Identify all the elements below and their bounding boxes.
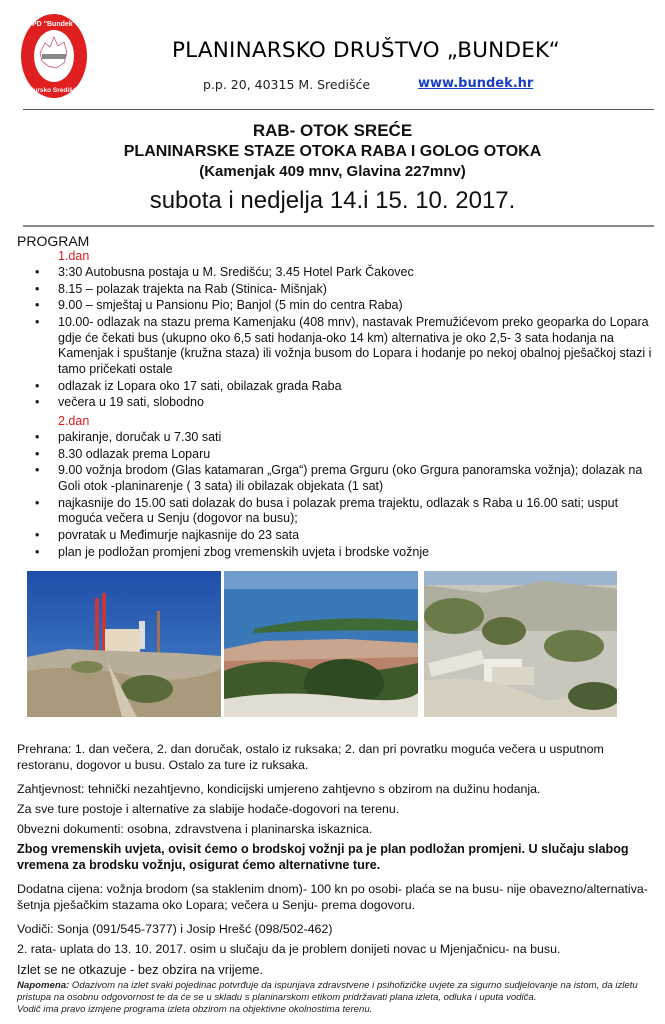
bullet-icon: • <box>35 395 40 410</box>
program-heading: PROGRAM <box>17 233 90 249</box>
day1-list <box>0 265 665 412</box>
item-text: plan je podložan promjeni zbog vremenskih uvjeta i brodske vožnje <box>58 544 430 559</box>
list-item <box>0 379 665 395</box>
info-guides: Vodiči: Sonja (091/545-7377) i Josip Hrešć (098/502-462) <box>17 922 333 936</box>
item-text: 9.00 vožnja brodom (Glas katamaran „Grga“) prema Grguru (oko Grgura panoramska vožnja); dolazak na Goli otok -planinarenje ( 3 sata) ili obilazak objekata (1 sat) <box>58 463 643 493</box>
note-label: Napomena: <box>17 980 70 991</box>
club-logo <box>20 13 88 99</box>
svg-text:PD "Bundek": PD "Bundek" <box>32 21 76 28</box>
event-subtitle: PLANINARSKE STAZE OTOKA RABA I GOLOG OTOKA <box>123 143 542 160</box>
info-weather: Zbog vremenskih uvjeta, ovisit ćemo o brodskoj vožnji pa je plan podložan promjeni. U slučaju slabog vremena za brodsku vožnju, osigurat ćemo alternativne ture. <box>17 842 629 872</box>
bullet-icon: • <box>35 495 40 510</box>
bullet-icon: • <box>35 281 40 296</box>
list-item <box>0 528 665 544</box>
info-cancel: Izlet se ne otkazuje - bez obzira na vrijeme. <box>17 962 264 977</box>
bullet-icon: • <box>35 527 40 542</box>
header-divider <box>23 109 654 110</box>
info-alternatives: Za sve ture postoje i alternative za slabije hodače-dogovori na terenu. <box>17 802 400 816</box>
photo-goli-otok <box>424 571 617 717</box>
organization-title: PLANINARSKO DRUŠTVO „BUNDEK“ <box>172 38 560 63</box>
organization-address: p.p. 20, 40315 M. Središće <box>203 77 371 92</box>
info-food: Prehrana: 1. dan večera, 2. dan doručak, ostalo iz ruksaka; 2. dan pri povratku moguća večera u usputnom restoranu, dogovor u busu. Ostalo za ture iz ruksaka. <box>17 742 604 772</box>
list-item <box>0 496 665 527</box>
item-text: pakiranje, doručak u 7.30 sati <box>58 430 222 444</box>
svg-text:Mursko Središće: Mursko Središće <box>27 87 81 94</box>
bullet-icon: • <box>35 378 40 393</box>
bullet-icon: • <box>35 463 40 478</box>
list-item <box>0 395 665 411</box>
item-text: 3:30 Autobusna postaja u M. Središću; 3.45 Hotel Park Čakovec <box>58 265 414 279</box>
info-difficulty: Zahtjevnost: tehnički nezahtjevno, kondicijski umjereno zahtjevno s obzirom na dužinu hodanja. <box>17 782 541 796</box>
bullet-icon: • <box>35 544 40 559</box>
bullet-icon: • <box>35 430 40 444</box>
info-documents: 0bvezni dokumenti: osobna, zdravstvena i planinarska iskaznica. <box>17 822 373 836</box>
list-item <box>0 265 665 281</box>
bullet-icon: • <box>35 315 40 330</box>
item-text: 8.30 odlazak prema Loparu <box>58 446 211 461</box>
event-date: subota i nedjelja 14.i 15. 10. 2017. <box>149 187 516 214</box>
day1-label: 1.dan <box>58 249 90 263</box>
photo-rab-town <box>224 571 418 717</box>
item-text: 8.15 – polazak trajekta na Rab (Stinica- Mišnjak) <box>58 281 327 296</box>
event-title: RAB- OTOK SREĆE <box>252 121 413 140</box>
info-extra-price: Dodatna cijena: vožnja brodom (sa staklenim dnom)- 100 kn po osobi- plaća se na busu- nije obavezno/alternativa- šetnja pješačkim stazama oko Lopara; večera u Senju- prema dogovoru. <box>17 882 648 912</box>
item-text: večera u 19 sati, slobodno <box>58 395 204 410</box>
day2-label: 2.dan <box>58 414 90 428</box>
list-item <box>0 430 665 446</box>
note-text: Odazivom na izlet svaki pojedinac potvrđuje da ispunjava zdravstvene i psihofizičke uvjete za sigurno sudjelovanje na istom, da izletu pristupa na osobnu odgovornost te da će se u skladu s planinarskom etikom pridržavati plana izleta, odluka i uputa vodiča. <box>17 980 638 1003</box>
list-item <box>0 545 665 561</box>
item-text: odlazak iz Lopara oko 17 sati, obilazak grada Raba <box>58 378 342 393</box>
item-text: 9.00 – smještaj u Pansionu Pio; Banjol (5 min do centra Raba) <box>58 298 403 313</box>
bullet-icon: • <box>35 446 40 461</box>
list-item <box>0 298 665 314</box>
list-item <box>0 282 665 298</box>
item-text: povratak u Međimurje najkasnije do 23 sata <box>58 527 300 542</box>
list-item <box>0 315 665 377</box>
disclaimer-note <box>17 980 657 1015</box>
event-peaks: (Kamenjak 409 mnv, Glavina 227mnv) <box>199 163 466 180</box>
bullet-icon: • <box>35 265 40 279</box>
title-divider <box>23 225 654 227</box>
bullet-icon: • <box>35 298 40 313</box>
list-item <box>0 447 665 463</box>
day2-list <box>0 430 665 561</box>
list-item <box>0 463 665 494</box>
item-text: najkasnije do 15.00 sati dolazak do busa i polazak prema trajektu, odlazak s Raba u 16.00 sati; usput moguća večera u Senju (dogovor na busu); <box>58 495 619 526</box>
item-text: 10.00- odlazak na stazu prema Kamenjaku (408 mnv), nastavak Premužićevom preko geoparka do Lopara gdje će čekati bus (ukupno oko 6,5 sati hodanja-oko 14 km) alternativa je oko 2,5- 3 sata hodanja na Kamenjak i spuštanje (kružna staza) ili vožnja busom do Lopara i hodanje po nekoj obalnoj pješačkoj stazi i tamo pričekati ostale <box>58 315 652 376</box>
website-link[interactable]: www.bundek.hr <box>418 76 534 91</box>
note-text-2: Vodič ima pravo izmjene programa izleta obzirom na objektivne okolnostima terenu. <box>17 1003 373 1015</box>
photo-kamenjak-summit <box>27 571 221 717</box>
info-payment: 2. rata- uplata do 13. 10. 2017. osim u slučaju da je problem donijeti novac u Mjenjačnicu- na busu. <box>17 942 561 956</box>
